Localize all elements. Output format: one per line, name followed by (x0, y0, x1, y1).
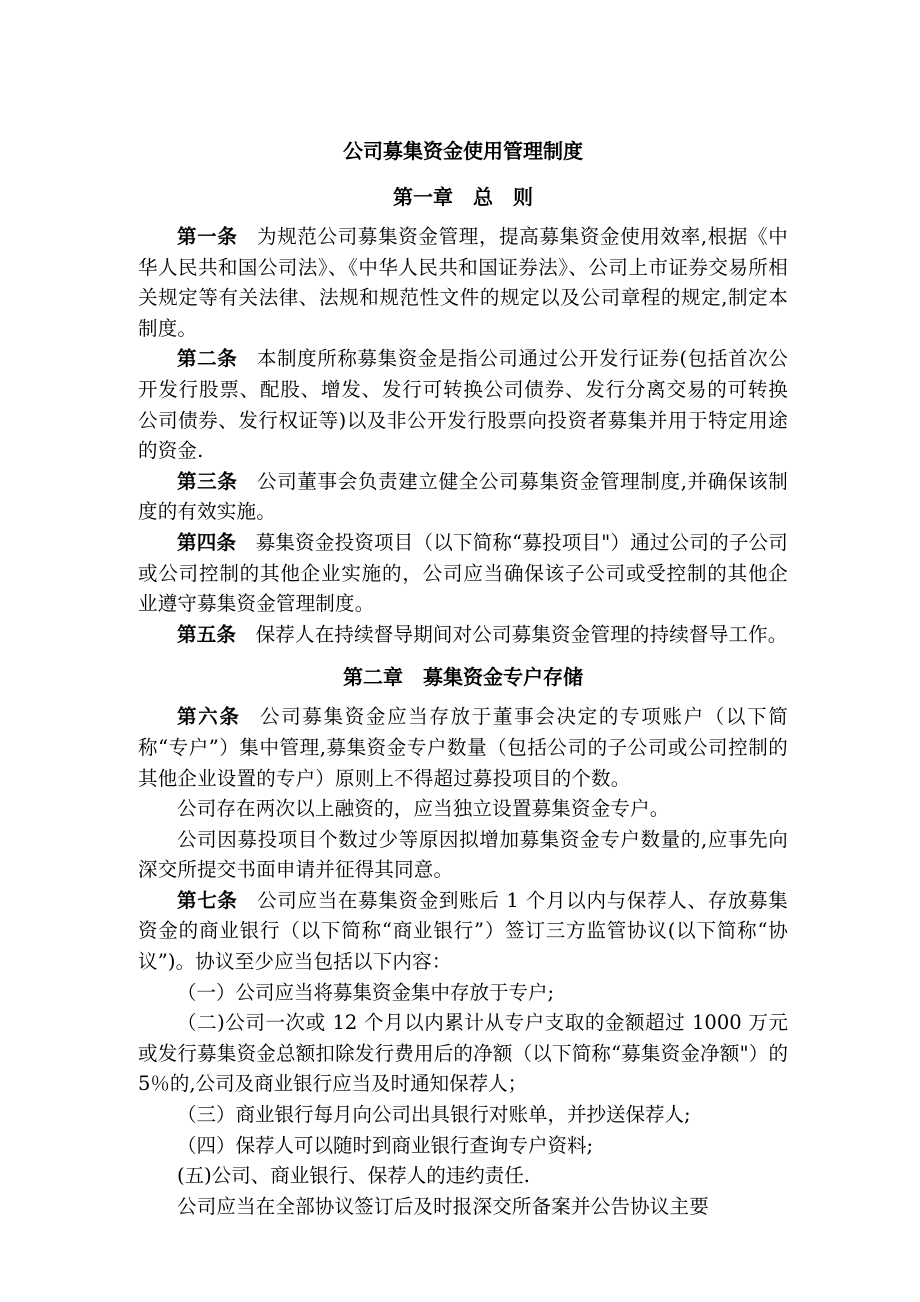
list-item: （二)公司一次或 12 个月以内累计从专户支取的金额超过 1000 万元或发行募集资金总额扣除发行费用后的净额（以下简称“募集资金净额"）的 5％的,公司及商业银行应当及时通知保荐人； (138, 1011, 788, 1096)
article-text: 为规范公司募集资金管理，提高募集资金使用效率,根据《中华人民共和国公司法》、《中华人民共和国证券法》、公司上市证券交易所相关规定等有关法律、法规和规范性文件的规定以及公司章程的规定,制定本制度。 (138, 225, 788, 340)
article-label: 第三条 (177, 469, 238, 493)
list-item: (五)公司、商业银行、保荐人的违约责任. (177, 1164, 530, 1188)
article-text: 保荐人在持续督导期间对公司募集资金管理的持续督导工作。 (255, 622, 788, 646)
list-item: （三）商业银行每月向公司出具银行对账单，并抄送保荐人; (177, 1103, 691, 1127)
paragraph: 公司因募投项目个数过少等原因拟增加募集资金专户数量的,应事先向深交所提交书面申请并征得其同意。 (138, 827, 788, 882)
paragraph: 公司存在两次以上融资的，应当独立设置募集资金专户。 (177, 797, 670, 821)
article-text: 募集资金投资项目（以下简称“募投项目"）通过公司的子公司或公司控制的其他企业实施的，公司应当确保该子公司或受控制的其他企业遵守募集资金管理制度。 (138, 530, 788, 616)
article-text: 公司董事会负责建立健全公司募集资金管理制度,并确保该制度的有效实施。 (138, 469, 788, 524)
article-7 (138, 886, 788, 978)
document-page (138, 128, 788, 1222)
article-2 (138, 344, 788, 466)
article-6 (138, 702, 788, 794)
article-label: 第六条 (177, 705, 241, 729)
article-4 (138, 528, 788, 620)
article-3 (138, 467, 788, 528)
chapter-2-heading: 第二章 募集资金专户存储 (343, 665, 583, 690)
document-title: 公司募集资金使用管理制度 (343, 139, 583, 163)
article-text: 公司应当在募集资金到账后 1 个月以内与保荐人、存放募集资金的商业银行（以下简称“商业银行”）签订三方监管协议(以下简称“协议”)。协议至少应当包括以下内容： (138, 888, 788, 974)
list-item: （一）公司应当将募集资金集中存放于专户; (177, 980, 555, 1004)
article-label: 第七条 (177, 888, 238, 912)
paragraph: 公司应当在全部协议签订后及时报深交所备案并公告协议主要 (177, 1194, 709, 1218)
article-text: 本制度所称募集资金是指公司通过公开发行证券(包括首次公开发行股票、配股、增发、发行可转换公司债券、发行分离交易的可转换公司债券、发行权证等)以及非公开发行股票向投资者募集并用于特定用途的资金. (138, 347, 788, 463)
article-label: 第一条 (177, 225, 238, 248)
chapter-1-heading: 第一章 总 则 (393, 185, 533, 209)
list-item: （四）保荐人可以随时到商业银行查询专户资料; (177, 1133, 594, 1157)
article-5 (138, 620, 788, 651)
article-1 (138, 222, 788, 344)
article-text: 公司募集资金应当存放于董事会决定的专项账户（以下简称“专户”）集中管理,募集资金专户数量（包括公司的子公司或公司控制的其他企业设置的专户）原则上不得超过募投项目的个数。 (138, 705, 788, 790)
article-label: 第四条 (177, 530, 237, 554)
article-label: 第二条 (177, 347, 238, 371)
article-label: 第五条 (177, 622, 237, 646)
